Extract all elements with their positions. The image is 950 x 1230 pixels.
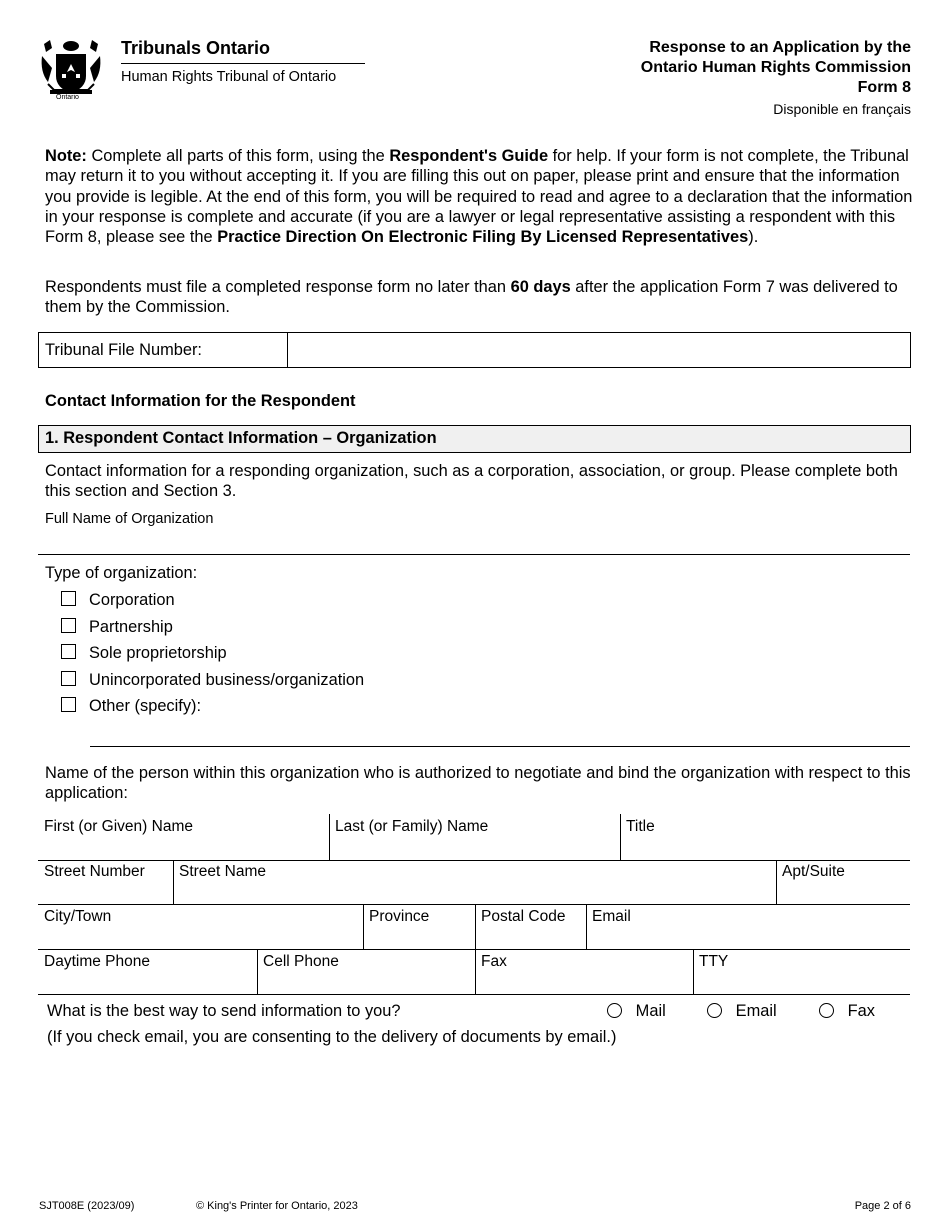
delivery-question: What is the best way to send information to you? bbox=[47, 1002, 401, 1020]
authorized-person-text: Name of the person within this organization who is authorized to negotiate and bind the organization with respect to this application: bbox=[45, 764, 911, 803]
section1-title: 1. Respondent Contact Information – Organization bbox=[45, 429, 437, 447]
filing-deadline-text: Respondents must file a completed response form no later than 60 days after the application Form 7 was delivered to them by the Commission. bbox=[45, 278, 898, 317]
tribunal-file-number-label: Tribunal File Number: bbox=[45, 341, 202, 359]
title-field[interactable]: Title bbox=[626, 818, 655, 835]
section1-banner bbox=[38, 425, 911, 453]
other-specify-input[interactable] bbox=[90, 722, 910, 746]
contact-grid bbox=[38, 814, 910, 994]
org-name: Tribunals Ontario bbox=[121, 38, 271, 58]
full-name-input[interactable] bbox=[38, 530, 910, 554]
checkbox[interactable] bbox=[61, 671, 76, 686]
full-name-label: Full Name of Organization bbox=[45, 511, 214, 527]
cell-phone-field[interactable]: Cell Phone bbox=[263, 953, 339, 970]
street-name-field[interactable]: Street Name bbox=[179, 863, 267, 880]
page-number: Page 2 of 6 bbox=[854, 1200, 911, 1212]
tribunal-file-number-input[interactable] bbox=[291, 336, 907, 364]
fax-field[interactable]: Fax bbox=[481, 953, 507, 970]
org-type-label: Type of organization: bbox=[45, 564, 198, 582]
org-type-corporation[interactable]: Corporation bbox=[61, 591, 175, 613]
form-title-line2: Ontario Human Rights Commission bbox=[640, 59, 911, 76]
apt-suite-field[interactable]: Apt/Suite bbox=[782, 863, 845, 880]
respondents-guide-link[interactable]: Respondent's Guide bbox=[389, 147, 549, 165]
radio-button[interactable] bbox=[819, 1003, 834, 1018]
form-title-line1: Response to an Application by the bbox=[649, 39, 911, 56]
daytime-phone-field[interactable]: Daytime Phone bbox=[44, 953, 150, 970]
contact-heading: Contact Information for the Respondent bbox=[45, 392, 356, 410]
checkbox[interactable] bbox=[61, 697, 76, 712]
logo-caption: Ontario bbox=[56, 94, 79, 101]
header-divider bbox=[121, 63, 365, 64]
checkbox[interactable] bbox=[61, 591, 76, 606]
city-field[interactable]: City/Town bbox=[44, 908, 112, 925]
postal-code-field[interactable]: Postal Code bbox=[481, 908, 566, 925]
form-title bbox=[641, 38, 911, 98]
tribunal-name: Human Rights Tribunal of Ontario bbox=[121, 69, 337, 85]
form-number: Form 8 bbox=[857, 79, 911, 96]
province-field[interactable]: Province bbox=[369, 908, 430, 925]
radio-button[interactable] bbox=[707, 1003, 722, 1018]
org-type-other[interactable]: Other (specify): bbox=[61, 697, 201, 719]
tribunal-file-number-row bbox=[38, 332, 911, 368]
last-name-field[interactable]: Last (or Family) Name bbox=[335, 818, 489, 835]
radio-button[interactable] bbox=[607, 1003, 622, 1018]
street-number-field[interactable]: Street Number bbox=[44, 863, 145, 880]
french-version-link[interactable]: Disponible en français bbox=[773, 101, 911, 117]
checkbox[interactable] bbox=[61, 618, 76, 633]
first-name-field[interactable]: First (or Given) Name bbox=[44, 818, 193, 835]
org-type-unincorporated[interactable]: Unincorporated business/organization bbox=[61, 671, 364, 693]
delivery-consent-note: (If you check email, you are consenting to the delivery of documents by email.) bbox=[47, 1028, 617, 1046]
copyright: © King's Printer for Ontario, 2023 bbox=[196, 1200, 358, 1212]
practice-direction-link[interactable]: Practice Direction On Electronic Filing By Licensed Representatives bbox=[217, 228, 749, 247]
section1-description: Contact information for a responding organization, such as a corporation, association, or group. Please complete both this section and Section 3. bbox=[45, 462, 898, 501]
delivery-option-email[interactable]: Email bbox=[707, 1002, 777, 1021]
delivery-option-fax[interactable]: Fax bbox=[819, 1002, 875, 1021]
org-type-partnership[interactable]: Partnership bbox=[61, 618, 173, 640]
org-type-sole-proprietorship[interactable]: Sole proprietorship bbox=[61, 644, 227, 666]
email-field[interactable]: Email bbox=[592, 908, 631, 925]
form-code: SJT008E (2023/09) bbox=[39, 1200, 135, 1212]
checkbox[interactable] bbox=[61, 644, 76, 659]
intro-note: Note: Complete all parts of this form, using the Respondent's Guide for help. If your form is not complete, the Tribunal may return it to you without accepting it. If you are filling this out on paper, please print and ensure that the information you provide is legible. At the end of this form, you will be required to read and agree to a declaration that the information in your response is complete and accurate (if you are a lawyer or legal representative assisting a respondent with this Form 8, please see the Practice Direction On Electronic Filing By Licensed Representatives). bbox=[45, 147, 913, 247]
tty-field[interactable]: TTY bbox=[699, 953, 729, 970]
delivery-option-mail[interactable]: Mail bbox=[607, 1002, 666, 1021]
